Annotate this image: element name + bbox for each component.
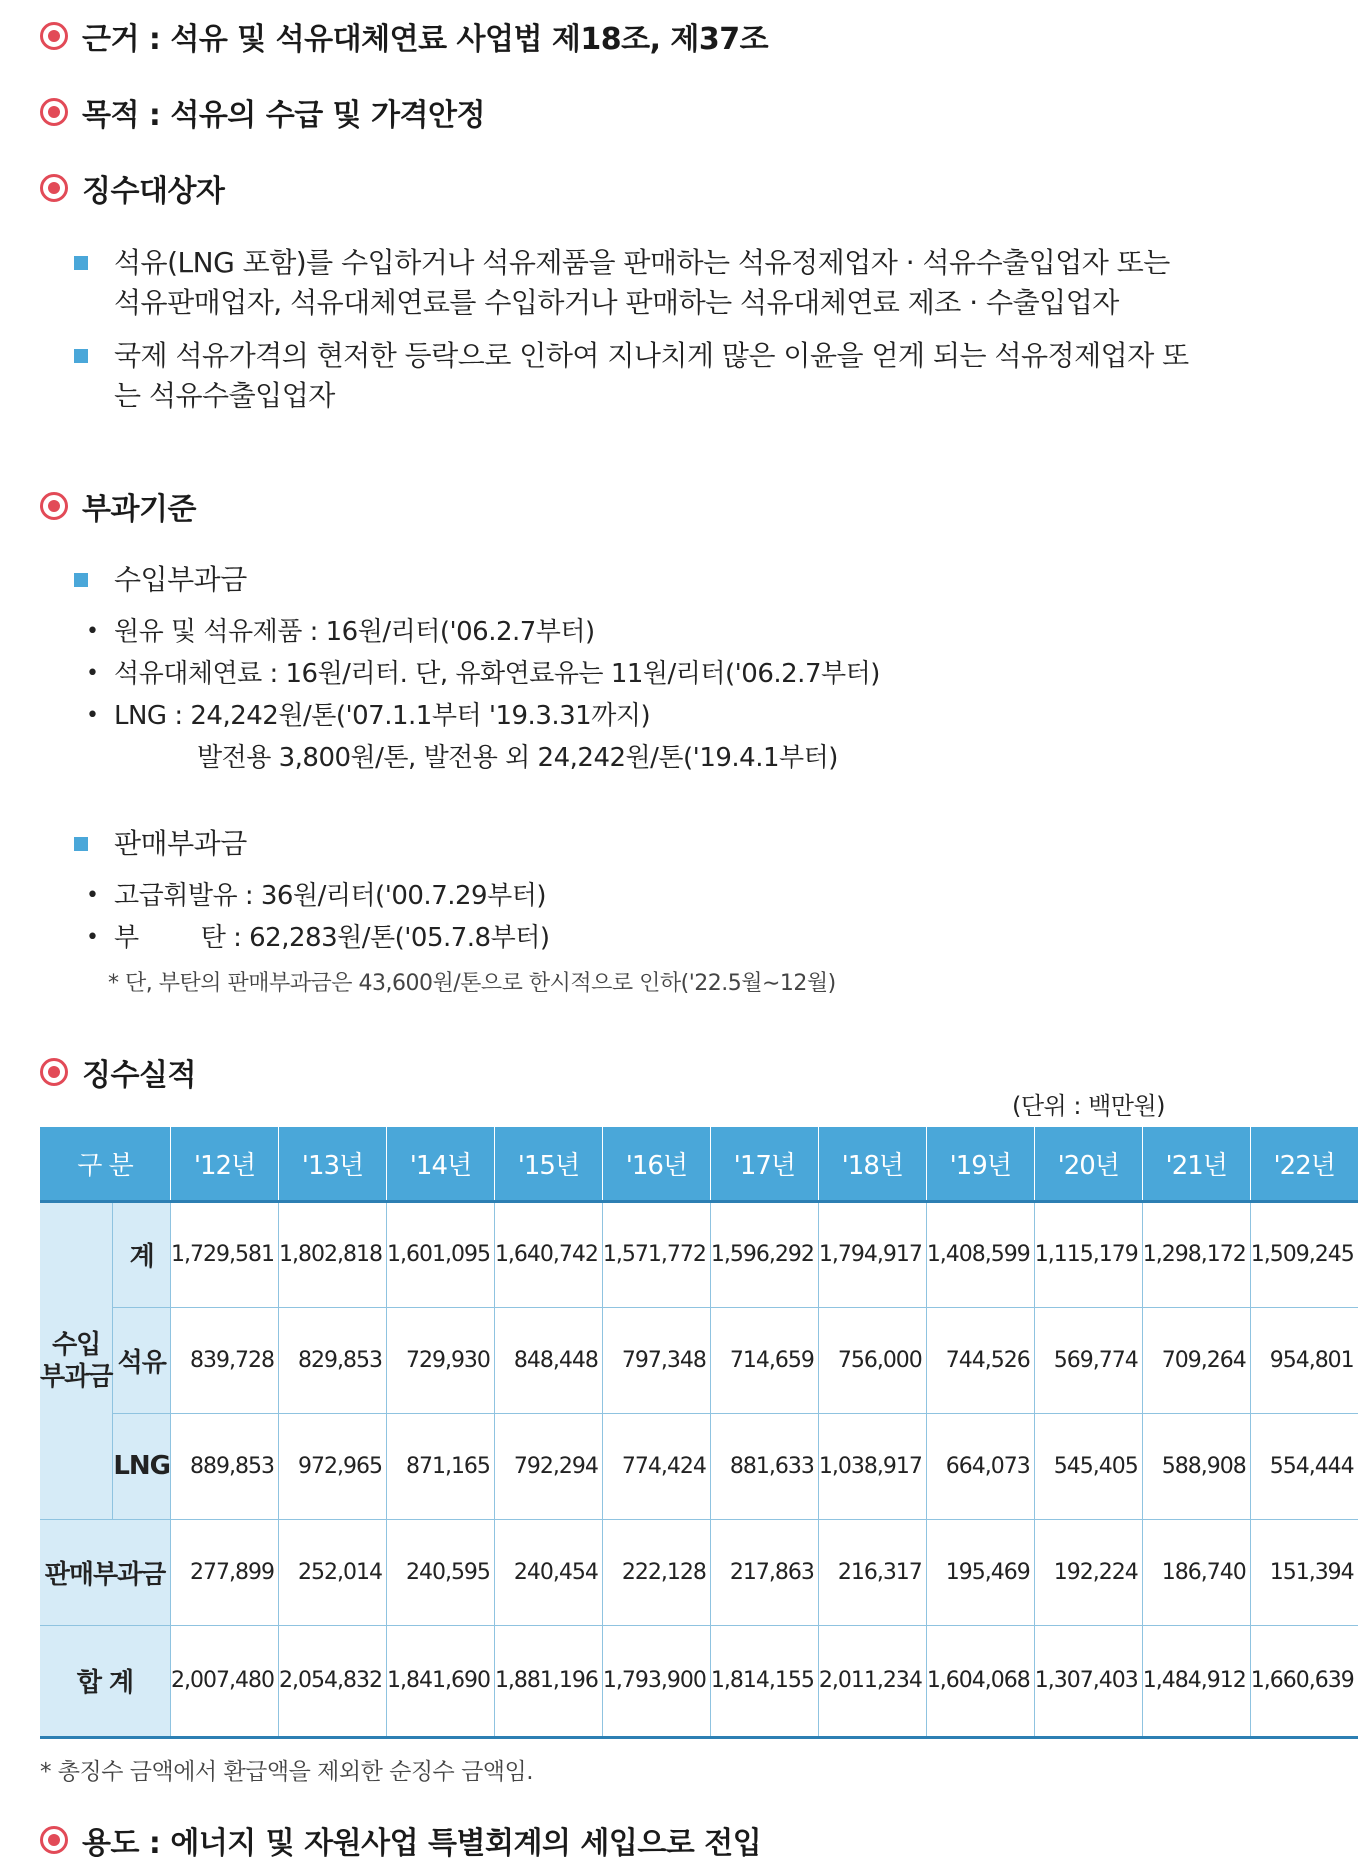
- sales-levy-heading: [74, 824, 247, 864]
- section-criteria: [40, 484, 196, 528]
- header-year: '15년: [494, 1127, 602, 1201]
- import-group-label: 수입 부과금: [40, 1201, 113, 1519]
- section-usage-text: 용도 : 에너지 및 자원사업 특별회계의 세입으로 전입: [82, 1826, 762, 1861]
- payers-item-text: 국제 석유가격의 현저한 등락으로 인하여 지나치게 많은 이윤을 얻게 되는 석유정제업자 또는 석유수출입업자: [114, 339, 1189, 412]
- table-row-oil: [40, 1307, 1358, 1413]
- section-basis: [40, 14, 768, 58]
- table-cell: 744,526: [926, 1307, 1034, 1413]
- table-footnote: * 총징수 금액에서 환급액을 제외한 순징수 금액임.: [40, 1759, 534, 1785]
- table-cell: 664,073: [926, 1413, 1034, 1519]
- header-year: '13년: [279, 1127, 387, 1201]
- import-levy-item: • 석유대체연료 : 16원/리터. 단, 유화연료유는 11원/리터('06.2.7부터): [86, 659, 880, 689]
- table-cell: 972,965: [279, 1413, 387, 1519]
- table-row-sales: [40, 1519, 1358, 1625]
- circle-bullet-icon: [40, 1826, 68, 1854]
- table-cell: 709,264: [1142, 1307, 1250, 1413]
- table-cell: 1,408,599: [926, 1201, 1034, 1307]
- table-cell: 222,128: [602, 1519, 710, 1625]
- row-label: LNG: [113, 1413, 171, 1519]
- section-payers-title: 징수대상자: [82, 174, 225, 209]
- section-criteria-title: 부과기준: [82, 492, 196, 527]
- section-payers: [40, 166, 224, 210]
- table-cell: 1,802,818: [279, 1201, 387, 1307]
- table-cell: 881,633: [710, 1413, 818, 1519]
- table-cell: 729,930: [386, 1307, 494, 1413]
- table-row-lng: [40, 1413, 1358, 1519]
- unit-label: (단위 : 백만원): [1012, 1092, 1165, 1120]
- circle-bullet-icon: [40, 174, 68, 202]
- section-purpose: [40, 90, 485, 134]
- circle-bullet-icon: [40, 1058, 68, 1086]
- table-cell: 1,793,900: [602, 1625, 710, 1737]
- row-label: 판매부과금: [40, 1519, 171, 1625]
- import-levy-item: • LNG : 24,242원/톤('07.1.1부터 '19.3.31까지): [86, 701, 651, 731]
- section-usage: [40, 1818, 761, 1862]
- section-basis-text: 근거 : 석유 및 석유대체연료 사업법 제18조, 제37조: [82, 22, 769, 57]
- table-cell: 829,853: [279, 1307, 387, 1413]
- results-table: [40, 1127, 1358, 1739]
- sales-levy-note: * 단, 부탄의 판매부과금은 43,600원/톤으로 한시적으로 인하('22.5월∼12월): [108, 971, 836, 996]
- table-cell: 2,054,832: [279, 1625, 387, 1737]
- table-cell: 871,165: [386, 1413, 494, 1519]
- table-cell: 2,007,480: [171, 1625, 279, 1737]
- header-year: '21년: [1142, 1127, 1250, 1201]
- table-cell: 151,394: [1250, 1519, 1357, 1625]
- lng-continuation: 발전용 3,800원/톤, 발전용 외 24,242원/톤('19.4.1부터): [197, 743, 838, 773]
- table-cell: 756,000: [818, 1307, 926, 1413]
- table-cell: 1,307,403: [1034, 1625, 1142, 1737]
- table-cell: 848,448: [494, 1307, 602, 1413]
- table-cell: 774,424: [602, 1413, 710, 1519]
- square-bullet-icon: [74, 349, 88, 363]
- payers-item-2: [74, 336, 1194, 416]
- table-row-import-total: [40, 1201, 1358, 1307]
- import-levy-item: • 원유 및 석유제품 : 16원/리터('06.2.7부터): [86, 617, 595, 647]
- table-cell: 889,853: [171, 1413, 279, 1519]
- table-cell: 192,224: [1034, 1519, 1142, 1625]
- table-cell: 588,908: [1142, 1413, 1250, 1519]
- table-cell: 1,729,581: [171, 1201, 279, 1307]
- row-label: 석유: [113, 1307, 171, 1413]
- header-year: '16년: [602, 1127, 710, 1201]
- header-year: '17년: [710, 1127, 818, 1201]
- payers-item-1: [74, 243, 1194, 323]
- table-cell: 839,728: [171, 1307, 279, 1413]
- table-cell: 954,801: [1250, 1307, 1357, 1413]
- circle-bullet-icon: [40, 492, 68, 520]
- table-cell: 1,509,245: [1250, 1201, 1357, 1307]
- table-cell: 1,038,917: [818, 1413, 926, 1519]
- table-cell: 1,794,917: [818, 1201, 926, 1307]
- table-cell: 217,863: [710, 1519, 818, 1625]
- section-purpose-text: 목적 : 석유의 수급 및 가격안정: [82, 98, 485, 133]
- table-cell: 1,640,742: [494, 1201, 602, 1307]
- table-cell: 252,014: [279, 1519, 387, 1625]
- table-cell: 240,454: [494, 1519, 602, 1625]
- sales-levy-item: • 부 탄 : 62,283원/톤('05.7.8부터): [86, 923, 550, 953]
- table-cell: 2,011,234: [818, 1625, 926, 1737]
- table-cell: 1,601,095: [386, 1201, 494, 1307]
- table-cell: 554,444: [1250, 1413, 1357, 1519]
- payers-item-text: 석유(LNG 포함)를 수입하거나 석유제품을 판매하는 석유정제업자 · 석유수출입업자 또는 석유판매업자, 석유대체연료를 수입하거나 판매하는 석유대체연료 제조 · 수출입업자: [114, 246, 1170, 319]
- table-cell: 1,660,639: [1250, 1625, 1357, 1737]
- sales-levy-title: 판매부과금: [114, 827, 247, 860]
- import-levy-heading: [74, 560, 247, 600]
- table-cell: 714,659: [710, 1307, 818, 1413]
- header-year: '22년: [1250, 1127, 1357, 1201]
- table-cell: 195,469: [926, 1519, 1034, 1625]
- table-cell: 1,841,690: [386, 1625, 494, 1737]
- section-results-title: 징수실적: [82, 1058, 196, 1093]
- header-year: '14년: [386, 1127, 494, 1201]
- table-cell: 216,317: [818, 1519, 926, 1625]
- table-cell: 797,348: [602, 1307, 710, 1413]
- table-cell: 1,298,172: [1142, 1201, 1250, 1307]
- table-row-grand-total: [40, 1625, 1358, 1737]
- header-year: '18년: [818, 1127, 926, 1201]
- header-category: 구 분: [40, 1127, 171, 1201]
- circle-bullet-icon: [40, 98, 68, 126]
- table-cell: 1,604,068: [926, 1625, 1034, 1737]
- row-label: 계: [113, 1201, 171, 1307]
- table-cell: 240,595: [386, 1519, 494, 1625]
- import-levy-title: 수입부과금: [114, 563, 247, 596]
- header-year: '20년: [1034, 1127, 1142, 1201]
- table-cell: 1,596,292: [710, 1201, 818, 1307]
- table-cell: 1,881,196: [494, 1625, 602, 1737]
- section-results: [40, 1050, 196, 1094]
- table-cell: 1,484,912: [1142, 1625, 1250, 1737]
- square-bullet-icon: [74, 837, 88, 851]
- table-cell: 1,814,155: [710, 1625, 818, 1737]
- table-cell: 792,294: [494, 1413, 602, 1519]
- sales-levy-item: • 고급휘발유 : 36원/리터('00.7.29부터): [86, 881, 546, 911]
- table-cell: 545,405: [1034, 1413, 1142, 1519]
- square-bullet-icon: [74, 573, 88, 587]
- table-cell: 277,899: [171, 1519, 279, 1625]
- table-cell: 186,740: [1142, 1519, 1250, 1625]
- table-cell: 1,571,772: [602, 1201, 710, 1307]
- table-cell: 1,115,179: [1034, 1201, 1142, 1307]
- square-bullet-icon: [74, 256, 88, 270]
- header-year: '19년: [926, 1127, 1034, 1201]
- row-label: 합 계: [40, 1625, 171, 1737]
- header-year: '12년: [171, 1127, 279, 1201]
- table-header-row: [40, 1127, 1358, 1201]
- circle-bullet-icon: [40, 22, 68, 50]
- table-cell: 569,774: [1034, 1307, 1142, 1413]
